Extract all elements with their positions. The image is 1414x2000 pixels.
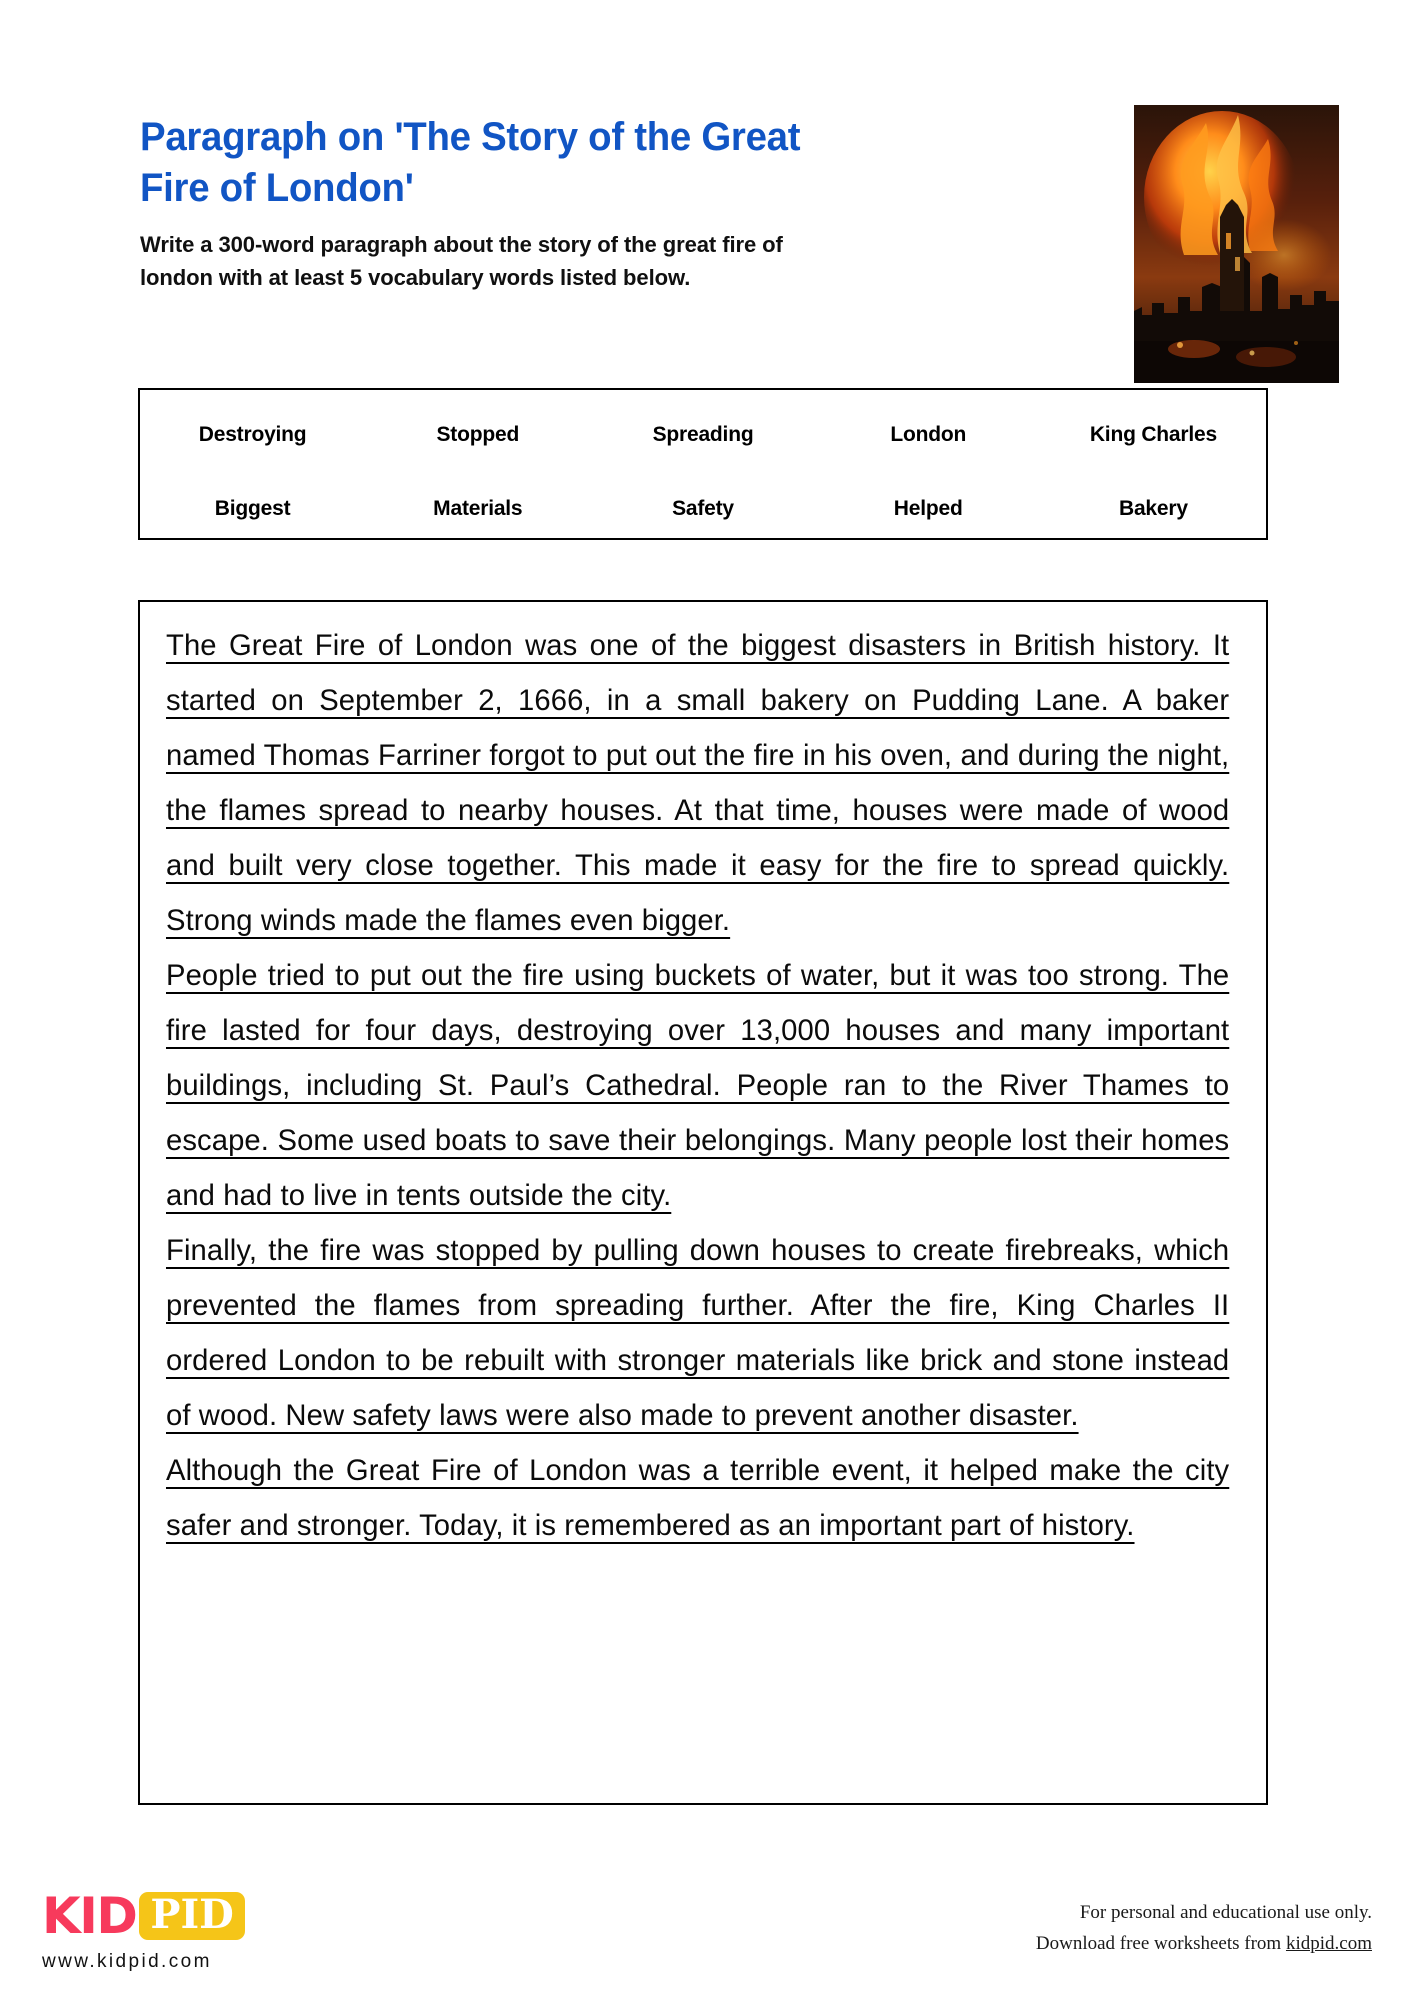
- worksheet-instructions: Write a 300-word paragraph about the story of the great fire of london with at least 5 vocabulary words listed below.: [140, 232, 783, 291]
- vocabulary-word: Materials: [433, 497, 523, 520]
- vocabulary-word: Safety: [672, 497, 734, 520]
- vocabulary-word: Spreading: [652, 423, 754, 446]
- answer-paragraph: The Great Fire of London was one of the biggest disasters in British history. It started on September 2, 1666, in a small bakery on Pudding Lane. A baker named Thomas Farriner forgot to put out the fire in his oven, and during the night, the flames spread to nearby houses. At that time, houses were made of wood and built very close together. This made it easy for the fire to spread quickly. Strong winds made the flames even bigger.: [166, 629, 1230, 937]
- vocabulary-word-bank: [138, 388, 1268, 540]
- vocabulary-word: King Charles: [1089, 423, 1217, 446]
- vocabulary-word: Biggest: [214, 497, 291, 520]
- usage-notice-line: For personal and educational use only.: [1079, 1902, 1372, 1923]
- download-notice-prefix: Download free worksheets from: [1035, 1932, 1286, 1954]
- logo-website-url: www.kidpid.com: [42, 1951, 212, 1972]
- vocabulary-word: London: [890, 423, 967, 446]
- logo-kid-text: KID: [42, 1887, 137, 1945]
- footer-usage-notice: [1036, 1898, 1372, 1960]
- page-title: Paragraph on 'The Story of the Great Fire of London': [140, 115, 801, 211]
- great-fire-illustration: [1134, 105, 1339, 383]
- answer-paragraph: People tried to put out the fire using buckets of water, but it was too strong. The fire lasted for four days, destroying over 13,000 houses and many important buildings, including St. Paul’s Cathedral. People ran to the River Thames to escape. Some used boats to save their belongings. Many people lost their homes and had to live in tents outside the city.: [166, 959, 1230, 1212]
- logo-wordmark: [42, 1888, 372, 1944]
- answer-writing-area[interactable]: [138, 600, 1268, 1805]
- kidpid-link[interactable]: kidpid.com: [1285, 1932, 1372, 1954]
- vocabulary-word: Helped: [893, 497, 963, 520]
- kidpid-logo: [42, 1888, 372, 1973]
- download-notice-line: [1036, 1929, 1372, 1960]
- fire-painting-graphic: [1134, 105, 1339, 383]
- vocabulary-word: Destroying: [198, 423, 307, 446]
- logo-pid-badge: [139, 1892, 244, 1940]
- answer-paragraph: Finally, the fire was stopped by pulling down houses to create firebreaks, which prevented the flames from spreading further. After the fire, King Charles II ordered London to be rebuilt with stronger materials like brick and stone instead of wood. New safety laws were also made to prevent another disaster.: [166, 1234, 1230, 1432]
- vocabulary-row: [140, 472, 1266, 546]
- vocabulary-word: Stopped: [436, 423, 520, 446]
- logo-pid-text: PID: [150, 1891, 234, 1938]
- vocabulary-word: Bakery: [1118, 497, 1188, 520]
- vocabulary-row: [140, 390, 1266, 472]
- worksheet-header: [140, 112, 1140, 295]
- answer-paragraph: Although the Great Fire of London was a terrible event, it helped make the city safer and stronger. Today, it is remembered as an important part of history.: [166, 1454, 1230, 1542]
